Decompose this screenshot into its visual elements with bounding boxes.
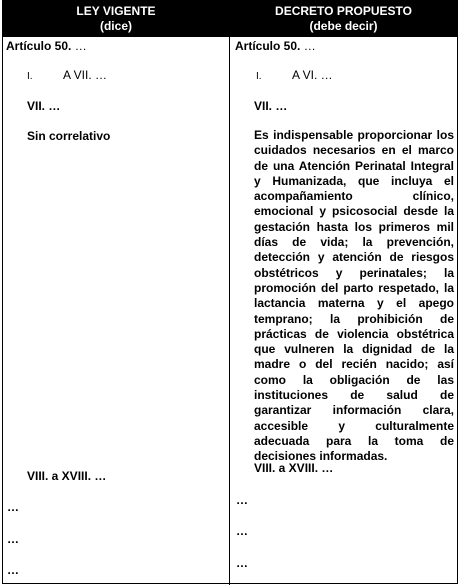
right-roman-i: I. xyxy=(256,71,262,82)
left-roman-i: I. xyxy=(27,71,33,82)
header-right xyxy=(230,1,457,37)
header-left xyxy=(3,1,229,37)
right-ellipsis-3: … xyxy=(236,556,248,570)
right-range-i: A VI. … xyxy=(292,68,333,82)
header-left-title: LEY VIGENTE xyxy=(76,4,156,18)
right-ellipsis-2: … xyxy=(236,524,248,538)
left-article xyxy=(6,39,87,54)
right-article-label: Artículo 50. xyxy=(235,39,301,53)
right-article xyxy=(235,39,316,54)
left-article-ellipsis: … xyxy=(71,39,87,53)
left-sin-correlativo: Sin correlativo xyxy=(27,129,111,143)
left-ellipsis-3: … xyxy=(7,563,19,577)
left-viii: VIII. a XVIII. … xyxy=(27,469,107,483)
right-viii: VIII. a XVIII. … xyxy=(254,461,334,475)
left-ellipsis-2: … xyxy=(7,532,19,546)
right-ellipsis-1: … xyxy=(236,493,248,507)
left-ellipsis-1: … xyxy=(7,500,19,514)
left-range-i: A VII. … xyxy=(63,68,108,82)
right-vii: VII. … xyxy=(254,99,288,113)
header-right-subtitle: (debe decir) xyxy=(309,19,378,33)
right-proposed-paragraph: Es indispensable proporcionar los cuidados necesarios en el marco de una Atención Perinatal Integral y Humanizada, que incluya el acompañamiento clínico, emocional y psicosocial desde la gestación hasta los primeros mil días de vida; la prevención, detección y atención de riesgos obstétricos y perinatales; la promoción del parto respetado, la lactancia materna y el apego temprano; la prohibición de prácticas de violencia obstétrica que vulneren la dignidad de la madre o del recién nacido; así como la obligación de las instituciones de salud de garantizar información clara, accesible y culturalmente adecuada para la toma de decisiones informadas. xyxy=(254,128,454,464)
left-vii: VII. … xyxy=(27,99,61,113)
header-right-title: DECRETO PROPUESTO xyxy=(275,4,412,18)
left-article-label: Artículo 50. xyxy=(6,39,72,53)
right-article-ellipsis: … xyxy=(300,39,316,53)
header-left-subtitle: (dice) xyxy=(99,19,132,33)
column-divider xyxy=(229,1,230,585)
